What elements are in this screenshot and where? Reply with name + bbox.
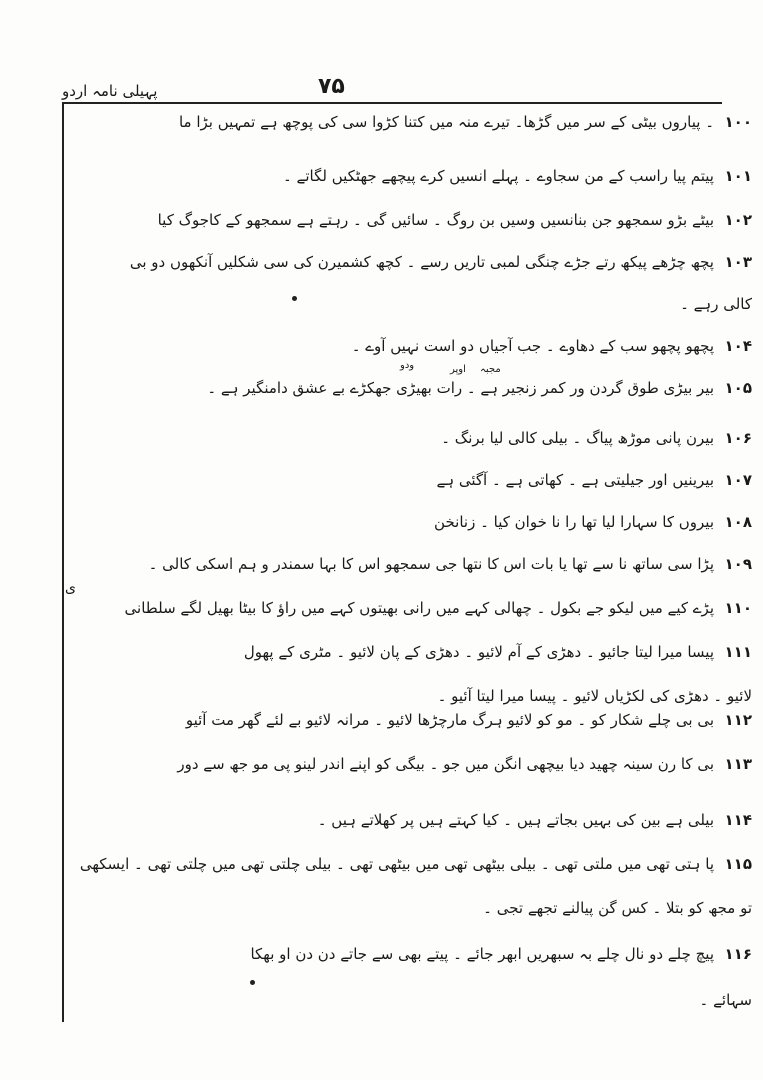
- page-number: ۷۵: [318, 74, 345, 99]
- riddle-entry: [70, 252, 752, 272]
- riddle-entry: [70, 642, 752, 662]
- ink-dot: [292, 296, 297, 301]
- riddle-entry: [70, 336, 752, 356]
- gloss-note: مجبہ: [480, 364, 501, 375]
- riddle-entry: [70, 854, 752, 874]
- continuation-line: کالی رہے ۔: [680, 295, 752, 313]
- riddle-number: ۱۰۵: [724, 379, 752, 397]
- gloss-note: اوپر: [450, 364, 466, 375]
- riddle-text: ۔ پیاروں بیٹی کے سر میں گڑھا۔ تیرے منہ میں کتنا کڑوا سی کی پوچھ ہے تمہیں بڑا ما: [178, 113, 714, 131]
- riddle-entry: [70, 512, 752, 532]
- riddle-number: ۱۰۴: [724, 337, 752, 355]
- riddle-text: پڑے کیے میں لیکو جے بکول ۔ چھالی کہے میں رانی بھیتوں کہے میں راؤ کا بیٹا بھیل لگے سلطانی: [124, 599, 714, 617]
- riddle-number: ۱۰۶: [724, 429, 752, 447]
- riddle-text: بیلی ہے بین کی بہیں بجاتے ہیں ۔ کیا کہتے ہیں پر کھلاتے ہیں ۔: [317, 811, 714, 829]
- header-rule: [62, 102, 722, 104]
- continuation-line: سہائے ۔: [699, 991, 752, 1009]
- riddle-number: ۱۱۲: [724, 711, 752, 729]
- riddle-text: بیرینیں اور جیلیتی ہے ۔ کھاتی ہے ۔ آگئی ہے: [436, 471, 714, 489]
- riddle-entry: [70, 754, 752, 774]
- riddle-entry: [70, 710, 752, 730]
- continuation-line: لائیو ۔ دھڑی کی لکڑیاں لائیو ۔ پیسا میرا لیتا آئیو ۔: [437, 687, 752, 705]
- riddle-entry: [70, 554, 752, 574]
- riddle-text: بی کا رن سینہ چھید دیا بیچھی انگن میں جو ۔ بیگی کو اپنے اندر لینو پی مو جھ سے دور: [177, 755, 714, 773]
- riddle-number: ۱۱۳: [724, 755, 752, 773]
- riddle-number: ۱۰۹: [724, 555, 752, 573]
- riddle-entry: [70, 378, 752, 398]
- riddle-text: بیر بیڑی طوق گردن ور کمر زنجیر ہے ۔ رات بھیڑی جھکڑے بے عشق دامنگیر ہے ۔: [207, 379, 714, 397]
- riddle-text: پیچ چلے دو نال چلے بہ سبھریں ابھر جائے ۔ پیتے بھی سے جاتے دن دن او بھکا: [250, 945, 714, 963]
- riddle-entry: [70, 112, 752, 132]
- riddle-text: پڑا سی ساتھ نا سے تھا یا بات اس کا نتھا جی سمجھو اس کا بہا سمندر و ہم اسکی کالی ۔: [148, 555, 714, 573]
- riddle-text: بیروں کا سہارا لیا تھا را نا خوان کیا ۔ زنانخن: [434, 513, 714, 531]
- riddle-entry: [70, 944, 752, 964]
- riddle-number: ۱۰۸: [724, 513, 752, 531]
- margin-note: ی: [65, 580, 76, 596]
- book-title-header: پہیلی نامہ اردو: [62, 82, 158, 100]
- margin-rule: [62, 102, 64, 1022]
- riddle-entry: [70, 210, 752, 230]
- riddle-number: ۱۰۳: [724, 253, 752, 271]
- riddle-number: ۱۱۱: [724, 643, 752, 661]
- riddle-text: بیرن پانی موڑھ پیاگ ۔ بیلی کالی لیا برنگ ۔: [441, 429, 714, 447]
- riddle-number: ۱۱۰: [724, 599, 752, 617]
- riddle-number: ۱۰۷: [724, 471, 752, 489]
- riddle-entry: [70, 598, 752, 618]
- riddle-number: ۱۱۵: [724, 855, 752, 873]
- riddle-entry: [70, 428, 752, 448]
- riddle-text: پا ہتی تھی میں ملتی تھی ۔ بیلی بیٹھی تھی میں بیٹھی تھی ۔ بیلی چلتی تھی میں چلتی تھی ۔ ایسکھی: [79, 855, 714, 873]
- riddle-text: پیتم پیا راسب کے من سجاوے ۔ پہلے انسیں کرے پیچھے جھٹکیں لگاتے ۔: [282, 167, 714, 185]
- riddle-text: پیسا میرا لیتا جائیو ۔ دھڑی کے آم لائیو ۔ دھڑی کے پان لائیو ۔ مٹری کے پھول: [243, 643, 714, 661]
- riddle-text: پچھو پچھو سب کے دھاوے ۔ جب آجیاں دو است نہیں آوے ۔: [351, 337, 714, 355]
- riddle-text: پچھ چڑھے پیکھ رتے جڑے چنگی لمبی تاریں رسے ۔ کچھ کشمیرن کی سی شکلیں آنکھوں دو بی: [129, 253, 714, 271]
- riddle-number: ۱۰۱: [724, 167, 752, 185]
- riddle-number: ۱۱۴: [724, 811, 752, 829]
- riddle-number: ۱۰۰: [724, 113, 752, 131]
- riddle-text: بی بی چلے شکار کو ۔ مو کو لائیو ہرگ مارچڑھا لائیو ۔ مرانہ لائیو بے لئے گھر مت آئیو: [185, 711, 714, 729]
- gloss-note: ودو: [400, 360, 415, 371]
- riddle-entry: [70, 166, 752, 186]
- riddle-number: ۱۱۶: [724, 945, 752, 963]
- riddle-entry: [70, 810, 752, 830]
- continuation-line: تو مجھ کو بتلا ۔ کس گن پیالنے تجھے تجی ۔: [483, 899, 752, 917]
- ink-dot: [250, 980, 255, 985]
- riddle-text: بیٹے بڑو سمجھو جن بنانسیں وسیں بن روگ ۔ سائیں گی ۔ رہتے ہے سمجھو کے کاجوگ کیا: [157, 211, 714, 229]
- riddle-number: ۱۰۲: [724, 211, 752, 229]
- riddle-entry: [70, 470, 752, 490]
